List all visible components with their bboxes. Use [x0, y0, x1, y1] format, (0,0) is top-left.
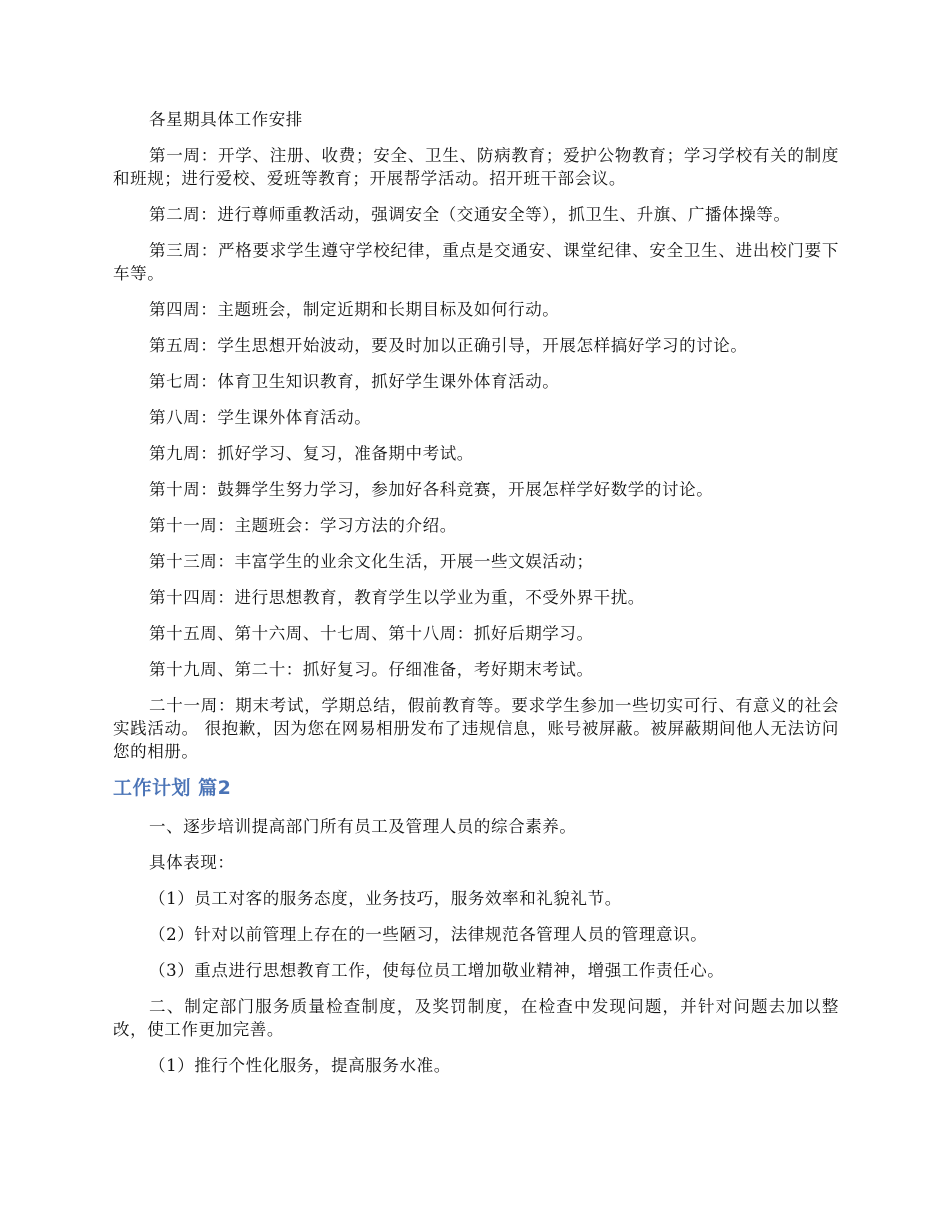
paragraph-week-21: 二十一周：期末考试，学期总结，假前教育等。要求学生参加一些切实可行、有意义的社会实践活动。 很抱歉，因为您在网易相册发布了违规信息，账号被屏蔽。被屏蔽期间他人无法访问您的相册。: [113, 696, 839, 761]
paragraph-details-label: 具体表现：: [149, 853, 235, 872]
paragraph-week-3: 第三周：严格要求学生遵守学校纪律，重点是交通安、课堂纪律、安全卫生、进出校门要下车等。: [113, 241, 839, 283]
paragraph-item-1: 一、逐步培训提高部门所有员工及管理人员的综合素养。: [149, 817, 577, 836]
paragraph-weekly-title: 各星期具体工作安排: [149, 110, 303, 129]
paragraph-week-8: 第八周：学生课外体育活动。: [149, 408, 372, 427]
paragraph-item-2-sub-1: （1）推行个性化服务，提高服务水准。: [149, 1056, 451, 1075]
paragraph-week-4: 第四周：主题班会，制定近期和长期目标及如何行动。: [149, 300, 560, 319]
paragraph-subitem-2: （2）针对以前管理上存在的一些陋习，法律规范各管理人员的管理意识。: [149, 925, 708, 944]
paragraph-subitem-3: （3）重点进行思想教育工作，使每位员工增加敬业精神，增强工作责任心。: [149, 961, 725, 980]
paragraph-subitem-1: （1）员工对客的服务态度，业务技巧，服务效率和礼貌礼节。: [149, 889, 622, 908]
paragraph-week-11: 第十一周：主题班会：学习方法的介绍。: [149, 516, 457, 535]
paragraph-week-14: 第十四周：进行思想教育，教育学生以学业为重，不受外界干扰。: [149, 588, 645, 607]
paragraph-week-19-20: 第十九周、第二十：抓好复习。仔细准备，考好期末考试。: [149, 660, 594, 679]
paragraph-week-2: 第二周：进行尊师重教活动，强调安全（交通安全等），抓卫生、升旗、广播体操等。: [149, 205, 791, 224]
paragraph-week-15-18: 第十五周、第十六周、十七周、第十八周：抓好后期学习。: [149, 624, 594, 643]
section-heading: 工作计划 篇2: [113, 777, 232, 799]
paragraph-week-9: 第九周：抓好学习、复习，准备期中考试。: [149, 444, 474, 463]
paragraph-week-10: 第十周：鼓舞学生努力学习，参加好各科竞赛，开展怎样学好数学的讨论。: [149, 480, 714, 499]
document-page: [113, 108, 839, 1090]
paragraph-week-1: 第一周：开学、注册、收费；安全、卫生、防病教育；爱护公物教育；学习学校有关的制度和班规；进行爱校、爱班等教育；开展帮学活动。招开班干部会议。: [113, 146, 839, 188]
paragraph-week-5: 第五周：学生思想开始波动，要及时加以正确引导，开展怎样搞好学习的讨论。: [149, 336, 748, 355]
paragraph-week-7: 第七周：体育卫生知识教育，抓好学生课外体育活动。: [149, 372, 560, 391]
paragraph-item-2: 二、制定部门服务质量检查制度，及奖罚制度，在检查中发现问题，并针对问题去加以整改，使工作更加完善。: [113, 997, 839, 1039]
paragraph-week-13: 第十三周：丰富学生的业余文化生活，开展一些文娱活动；: [149, 552, 594, 571]
